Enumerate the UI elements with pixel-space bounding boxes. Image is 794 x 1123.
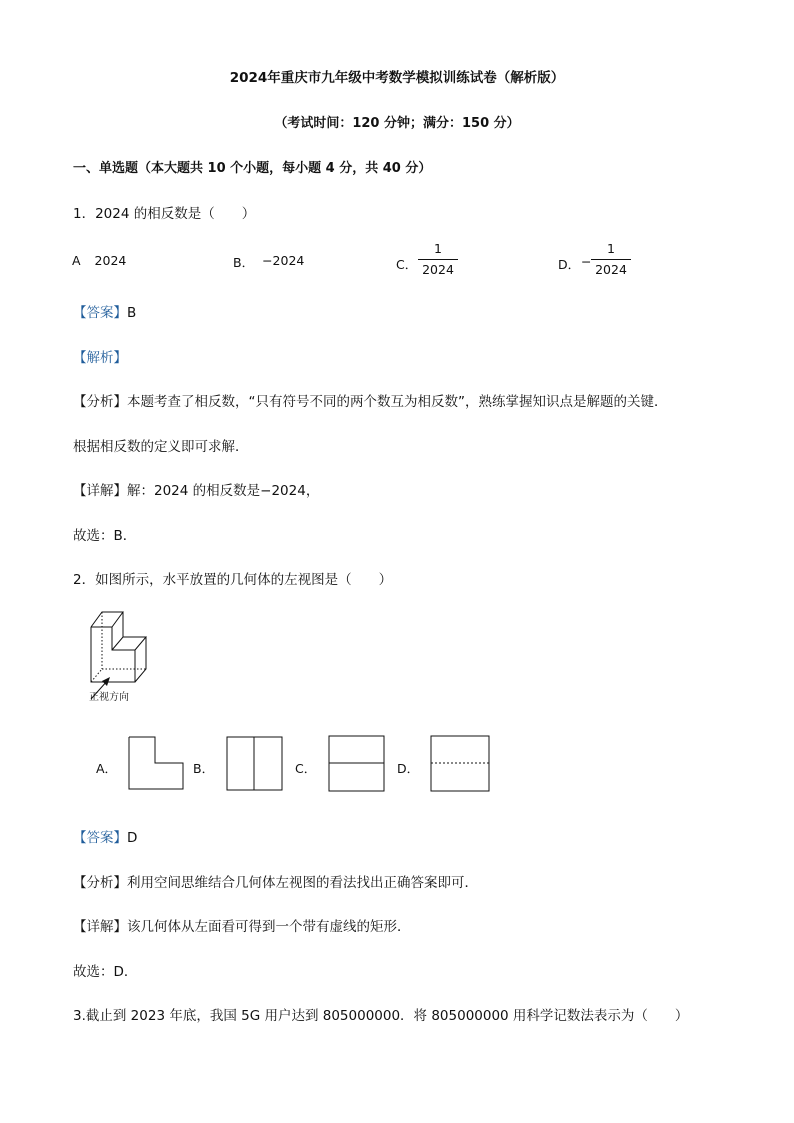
fraction-bar: [591, 259, 631, 260]
q1-answer: [73, 301, 136, 321]
q1-option-b-label: B．: [233, 255, 255, 270]
q2-option-b-label: B．: [193, 761, 215, 776]
q2-option-d-figure: [430, 735, 492, 793]
q2-option-c-figure: [328, 735, 386, 793]
xiangjie-tag: 【详解】: [73, 483, 127, 499]
q1-fenxi-line2: 根据相反数的定义即可求解．: [73, 439, 249, 455]
q1-option-a-text: 2024: [94, 253, 127, 268]
q1-xiangjie: [73, 479, 319, 499]
q2-figure-caption: 正视方向: [89, 692, 129, 703]
xiangjie-tag: 【详解】: [73, 919, 127, 935]
q1-option-b-text: −2024: [262, 253, 305, 268]
answer-value: B: [127, 305, 137, 321]
fenxi-text: 本题考查了相反数，“只有符号不同的两个数互为相反数”，熟练掌握知识点是解题的关键．: [127, 394, 668, 410]
q2-option-a-figure: [128, 736, 186, 792]
q1-option-c-fraction: [418, 240, 458, 279]
q1-option-b: [233, 253, 304, 271]
q2-fenxi: [73, 871, 478, 891]
q2-option-a-label: A．: [96, 761, 118, 776]
q1-option-d-label: D．: [558, 257, 581, 272]
q1-guxuan: 故选：B．: [73, 528, 137, 544]
q1-option-a: [72, 253, 126, 268]
xiangjie-text: 解：2024 的相反数是−2024，: [127, 483, 320, 499]
answer-tag: 【答案】: [73, 830, 127, 846]
fenxi-tag: 【分析】: [73, 394, 127, 410]
q2-option-c-label: C．: [295, 761, 317, 776]
fenxi-text: 利用空间思维结合几何体左视图的看法找出正确答案即可．: [127, 875, 478, 891]
q1-fenxi: [73, 390, 668, 410]
section-heading: 一、单选题（本大题共 10 个小题，每小题 4 分，共 40 分）: [73, 161, 432, 176]
answer-value: D: [127, 830, 138, 846]
q2-option-b-figure: [226, 736, 284, 792]
xiangjie-text: 该几何体从左面看可得到一个带有虚线的矩形．: [127, 919, 411, 935]
q1-stem: 1．2024 的相反数是（ ）: [73, 206, 256, 222]
q2-guxuan: 故选：D．: [73, 964, 138, 980]
answer-tag: 【答案】: [73, 305, 127, 321]
q2-stem: 2．如图所示，水平放置的几何体的左视图是（ ）: [73, 572, 393, 588]
q1-option-c-label: C．: [396, 257, 418, 272]
q1-option-d-numerator: 1: [607, 241, 615, 256]
q2-option-d-label: D．: [397, 761, 420, 776]
q2-answer: [73, 826, 137, 846]
q1-option-d-fraction: [591, 240, 631, 279]
q3-stem: 3.截止到 2023 年底，我国 5G 用户达到 805000000．将 805000000 用科学记数法表示为（ ）: [73, 1008, 689, 1024]
q1-option-c-numerator: 1: [434, 241, 442, 256]
doc-subtitle: （考试时间：120 分钟；满分：150 分）: [274, 116, 520, 131]
q1-option-d-sign: −: [581, 254, 592, 269]
q1-jiexi: 【解析】: [73, 350, 127, 366]
fraction-bar: [418, 259, 458, 260]
q1-option-c-denominator: 2024: [422, 262, 454, 277]
q1-option-a-label: A: [72, 253, 81, 268]
doc-title: 2024年重庆市九年级中考数学模拟训练试卷（解析版）: [229, 70, 565, 86]
q1-option-d-denominator: 2024: [595, 262, 627, 277]
fenxi-tag: 【分析】: [73, 875, 127, 891]
q2-xiangjie: [73, 915, 411, 935]
